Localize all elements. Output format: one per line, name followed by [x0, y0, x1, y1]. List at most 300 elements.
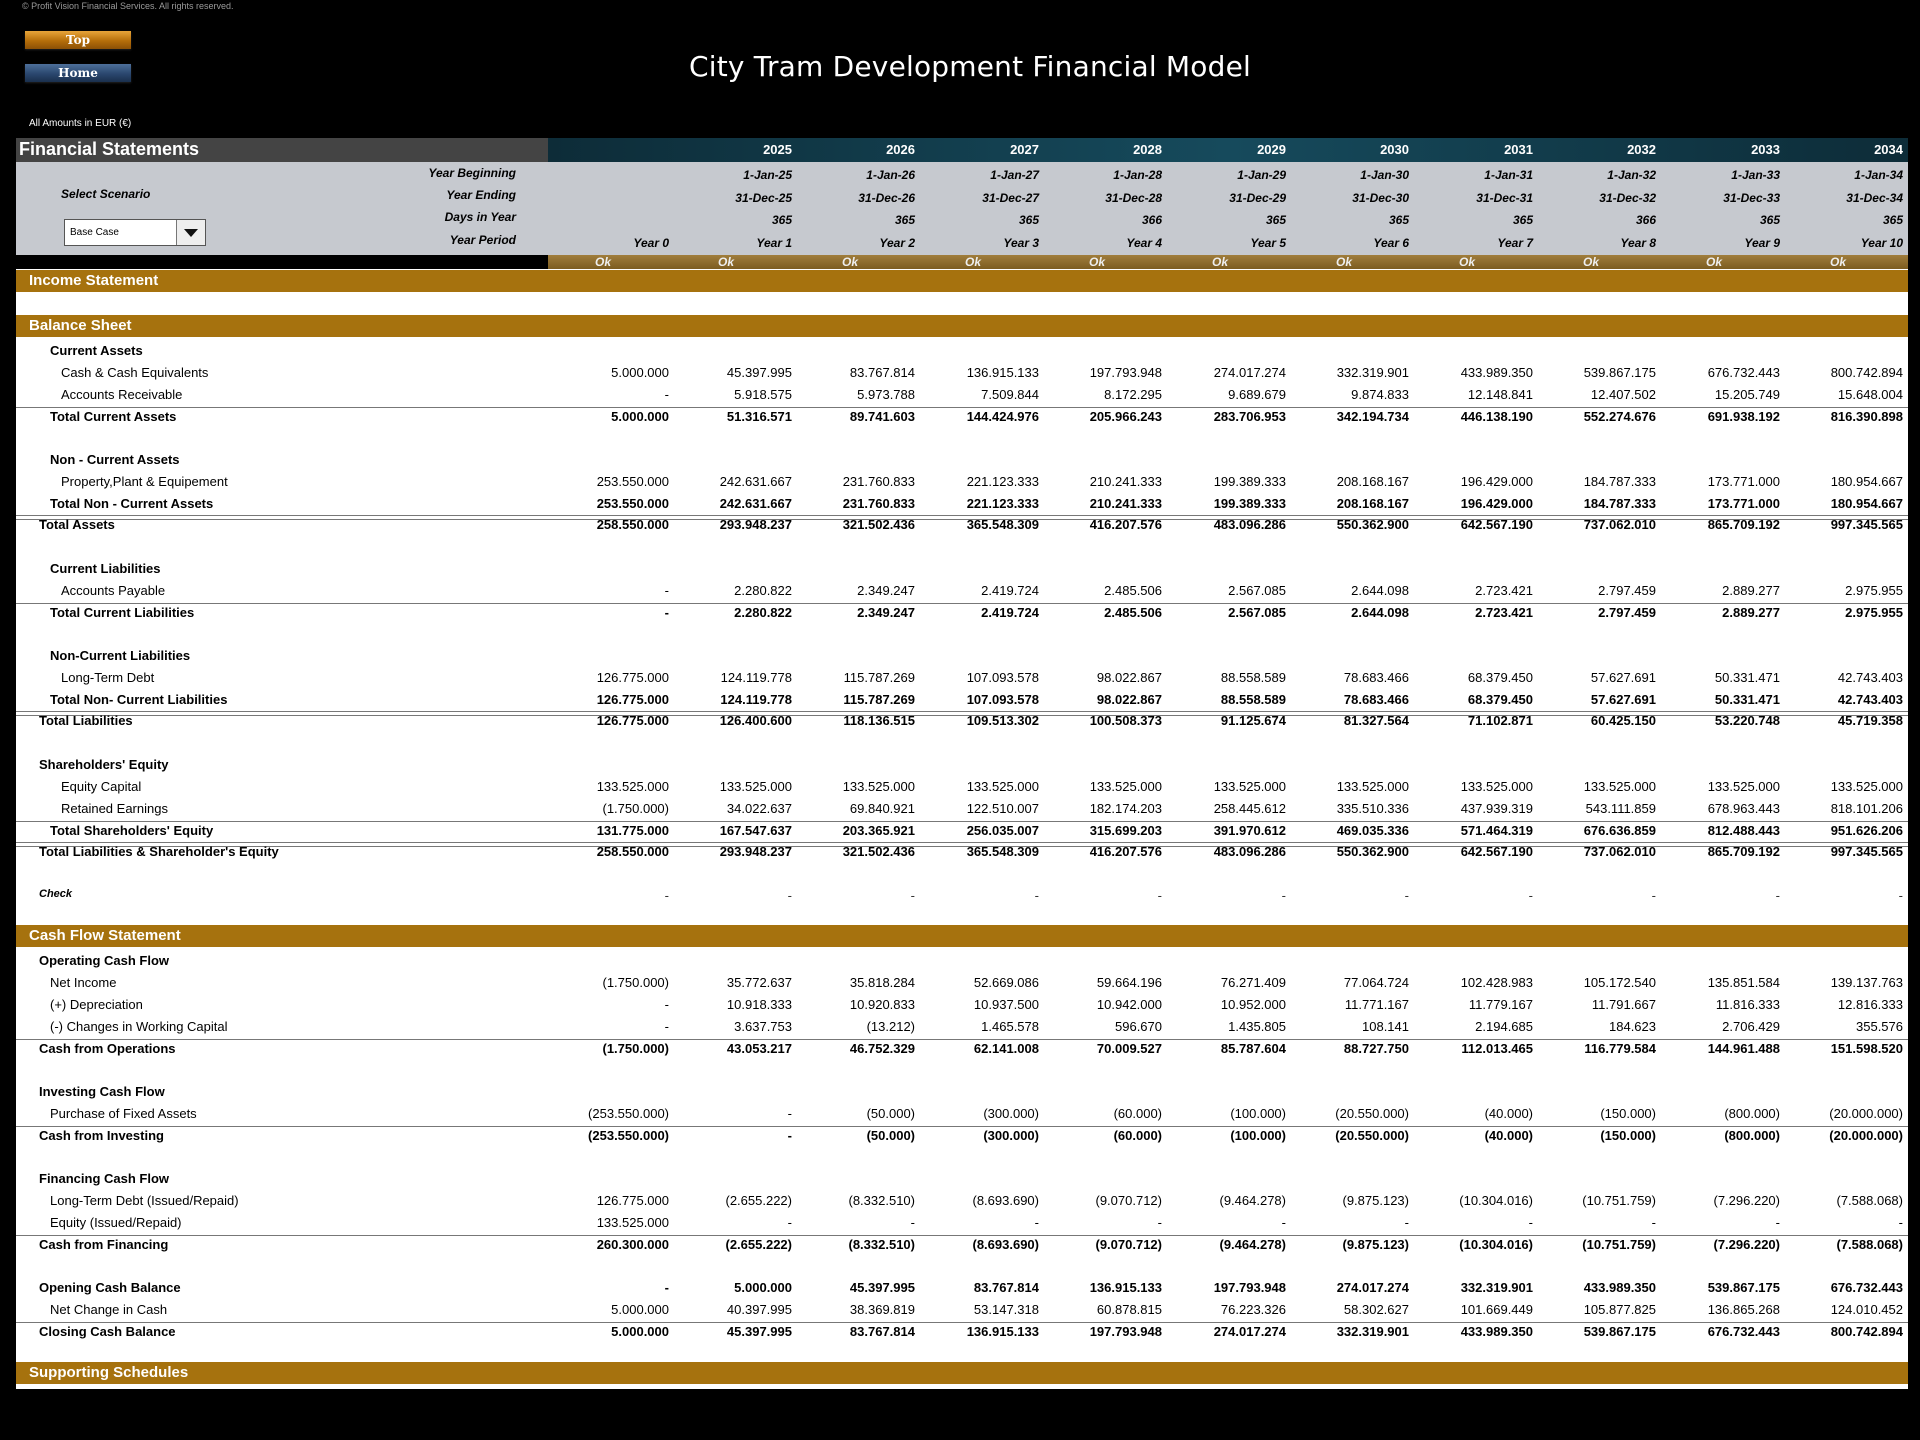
- table-cell: -: [787, 1106, 792, 1121]
- table-row: [0, 1084, 1920, 1104]
- table-cell: 11.779.167: [1468, 997, 1533, 1012]
- table-row: [0, 474, 1920, 494]
- table-cell: 45.397.995: [726, 1324, 792, 1339]
- table-cell: 133.525.000: [1583, 779, 1656, 794]
- table-cell: 203.365.921: [842, 823, 915, 838]
- table-cell: 9.689.679: [1228, 387, 1286, 402]
- table-cell: (2.655.222): [725, 1193, 792, 1208]
- table-cell: 118.136.515: [843, 713, 915, 728]
- table-cell: 335.510.336: [1336, 801, 1409, 816]
- table-cell: 543.111.859: [1585, 801, 1656, 816]
- table-cell: 5.000.000: [611, 409, 669, 424]
- year-beginning-cell: 1-Jan-25: [743, 168, 792, 182]
- table-cell: (60.000): [1113, 1106, 1162, 1121]
- table-cell: -: [787, 1215, 792, 1230]
- table-cell: 133.525.000: [719, 779, 792, 794]
- days-in-year-cell: 366: [1141, 213, 1162, 227]
- year-header-2028: 2028: [1133, 142, 1162, 157]
- row-label: Accounts Payable: [61, 583, 166, 598]
- year-header-2027: 2027: [1010, 142, 1039, 157]
- table-cell: 133.525.000: [596, 779, 669, 794]
- year-ending-cell: 31-Dec-32: [1599, 191, 1656, 205]
- table-cell: 34.022.637: [726, 801, 792, 816]
- balance-check-ok: Ok: [1336, 255, 1353, 269]
- supporting-schedules-title: Supporting Schedules: [29, 1364, 189, 1381]
- table-cell: 131.775.000: [596, 823, 669, 838]
- table-cell: -: [1651, 888, 1656, 903]
- table-cell: 196.429.000: [1460, 496, 1533, 511]
- table-row: [0, 452, 1920, 472]
- scenario-dropdown[interactable]: [64, 219, 206, 246]
- table-cell: 231.760.833: [842, 474, 915, 489]
- table-cell: 126.775.000: [596, 1193, 669, 1208]
- table-cell: 78.683.466: [1343, 670, 1409, 685]
- row-label: Net Income: [50, 975, 117, 990]
- row-label: Closing Cash Balance: [39, 1324, 176, 1339]
- table-cell: 539.867.175: [1583, 1324, 1656, 1339]
- table-cell: 258.550.000: [596, 517, 669, 532]
- row-label: Long-Term Debt (Issued/Repaid): [50, 1193, 239, 1208]
- row-divider: [16, 603, 1908, 604]
- year-ending-cell: 31-Dec-27: [982, 191, 1039, 205]
- balance-check-ok: Ok: [1583, 255, 1600, 269]
- table-cell: 45.719.358: [1837, 713, 1903, 728]
- table-cell: 112.013.465: [1461, 1041, 1533, 1056]
- row-label: Equity Capital: [61, 779, 142, 794]
- table-cell: 10.918.333: [726, 997, 792, 1012]
- table-cell: (20.000.000): [1829, 1128, 1903, 1143]
- table-cell: 221.123.333: [966, 496, 1039, 511]
- table-cell: 2.889.277: [1722, 605, 1780, 620]
- supporting-schedules-bar[interactable]: [16, 1362, 1908, 1384]
- year-ending-cell: 31-Dec-28: [1105, 191, 1162, 205]
- row-label: Financing Cash Flow: [39, 1171, 170, 1186]
- table-row: [0, 1041, 1920, 1061]
- table-cell: 133.525.000: [1460, 779, 1533, 794]
- table-row: [0, 1302, 1920, 1322]
- table-cell: 433.989.350: [1460, 1324, 1533, 1339]
- table-cell: 691.938.192: [1707, 409, 1780, 424]
- year-period-cell: Year 4: [1126, 236, 1162, 250]
- chevron-down-icon[interactable]: [176, 220, 205, 245]
- row-label: Non-Current Liabilities: [50, 648, 191, 663]
- year-beginning-cell: 1-Jan-27: [990, 168, 1039, 182]
- year-period-cell: Year 9: [1744, 236, 1780, 250]
- table-cell: 1.435.805: [1228, 1019, 1286, 1034]
- year-header-2032: 2032: [1627, 142, 1656, 157]
- table-cell: 997.345.565: [1830, 517, 1903, 532]
- table-row: [0, 1171, 1920, 1191]
- table-cell: -: [1034, 888, 1039, 903]
- table-cell: 253.550.000: [596, 496, 669, 511]
- table-cell: 108.141: [1362, 1019, 1409, 1034]
- table-cell: 332.319.901: [1336, 1324, 1409, 1339]
- days-in-year-cell: 365: [894, 213, 915, 227]
- table-cell: 737.062.010: [1583, 517, 1656, 532]
- year-beginning-cell: 1-Jan-26: [866, 168, 915, 182]
- table-cell: 8.172.295: [1104, 387, 1162, 402]
- table-cell: 116.779.584: [1584, 1041, 1656, 1056]
- table-row: [0, 823, 1920, 843]
- table-cell: (9.464.278): [1219, 1193, 1286, 1208]
- table-row: [0, 409, 1920, 429]
- table-cell: 332.319.901: [1460, 1280, 1533, 1295]
- table-cell: -: [1404, 1215, 1409, 1230]
- row-divider: [16, 821, 1908, 822]
- year-ending-cell: 31-Dec-26: [858, 191, 915, 205]
- copyright-notice: © Profit Vision Financial Services. All rights reserved.: [22, 1, 234, 11]
- row-label: Total Shareholders' Equity: [50, 823, 214, 838]
- table-cell: 126.775.000: [596, 692, 669, 707]
- table-cell: 2.567.085: [1228, 583, 1286, 598]
- table-cell: -: [1034, 1215, 1039, 1230]
- table-cell: 50.331.471: [1714, 670, 1780, 685]
- table-cell: -: [1528, 888, 1533, 903]
- table-cell: 816.390.898: [1830, 409, 1903, 424]
- table-cell: 105.172.540: [1583, 975, 1656, 990]
- days-in-year-cell: 365: [1388, 213, 1409, 227]
- table-cell: 321.502.436: [842, 844, 915, 859]
- table-cell: (1.750.000): [602, 975, 669, 990]
- table-cell: (253.550.000): [588, 1128, 669, 1143]
- table-cell: -: [1157, 888, 1162, 903]
- table-cell: 81.327.564: [1343, 713, 1409, 728]
- table-cell: -: [787, 888, 792, 903]
- table-cell: (10.751.759): [1582, 1193, 1656, 1208]
- balance-sheet-bar[interactable]: [16, 315, 1908, 337]
- table-cell: 53.147.318: [973, 1302, 1039, 1317]
- row-label: Cash from Operations: [39, 1041, 176, 1056]
- table-cell: 550.362.900: [1336, 844, 1409, 859]
- year-ending-cell: 31-Dec-29: [1229, 191, 1286, 205]
- table-cell: 122.510.007: [966, 801, 1039, 816]
- table-cell: 5.000.000: [611, 365, 669, 380]
- table-cell: 133.525.000: [1707, 779, 1780, 794]
- table-cell: 124.119.778: [720, 670, 792, 685]
- home-button[interactable]: Home: [25, 64, 131, 82]
- income-statement-title: Income Statement: [29, 272, 159, 289]
- table-cell: 45.397.995: [849, 1280, 915, 1295]
- table-cell: 552.274.676: [1583, 409, 1656, 424]
- row-label: Total Non - Current Assets: [50, 496, 214, 511]
- table-cell: 2.419.724: [981, 605, 1039, 620]
- table-cell: 274.017.274: [1336, 1280, 1409, 1295]
- table-cell: 10.937.500: [973, 997, 1039, 1012]
- table-cell: 2.975.955: [1845, 583, 1903, 598]
- row-label: Current Assets: [50, 343, 143, 358]
- row-label: Check: [39, 888, 73, 900]
- table-cell: 42.743.403: [1837, 692, 1903, 707]
- table-cell: 60.425.150: [1590, 713, 1656, 728]
- table-cell: (150.000): [1600, 1128, 1656, 1143]
- table-cell: (8.693.690): [972, 1193, 1039, 1208]
- table-cell: 2.723.421: [1475, 605, 1533, 620]
- table-cell: 107.093.578: [966, 670, 1039, 685]
- table-cell: 208.168.167: [1336, 496, 1409, 511]
- table-cell: (300.000): [983, 1106, 1039, 1121]
- table-cell: 89.741.603: [849, 409, 915, 424]
- row-label: Accounts Receivable: [61, 387, 183, 402]
- table-cell: 173.771.000: [1707, 474, 1780, 489]
- year-ending-cell: 31-Dec-31: [1476, 191, 1533, 205]
- table-cell: 60.878.815: [1096, 1302, 1162, 1317]
- table-cell: 102.428.983: [1460, 975, 1533, 990]
- table-cell: 2.280.822: [734, 605, 792, 620]
- table-cell: 642.567.190: [1460, 517, 1533, 532]
- table-row: [0, 605, 1920, 625]
- table-row: [0, 975, 1920, 995]
- year-period-cell: Year 6: [1373, 236, 1409, 250]
- balance-check-ok: Ok: [1459, 255, 1476, 269]
- table-cell: (2.655.222): [725, 1237, 792, 1252]
- table-cell: 11.791.667: [1591, 997, 1656, 1012]
- table-cell: 5.973.788: [857, 387, 915, 402]
- table-cell: -: [664, 997, 669, 1012]
- table-cell: 812.488.443: [1707, 823, 1780, 838]
- table-cell: 5.000.000: [611, 1324, 669, 1339]
- year-beginning-cell: 1-Jan-29: [1237, 168, 1286, 182]
- table-cell: 35.818.284: [849, 975, 915, 990]
- table-cell: 274.017.274: [1213, 365, 1286, 380]
- year-header-2029: 2029: [1257, 142, 1286, 157]
- table-row: [0, 888, 1920, 908]
- table-cell: 98.022.867: [1096, 692, 1162, 707]
- table-cell: 737.062.010: [1583, 844, 1656, 859]
- table-cell: 109.513.302: [966, 713, 1039, 728]
- table-cell: 342.194.734: [1336, 409, 1409, 424]
- table-cell: 365.548.309: [966, 844, 1039, 859]
- table-cell: 126.775.000: [596, 713, 669, 728]
- table-row: [0, 1237, 1920, 1257]
- table-cell: 539.867.175: [1707, 1280, 1780, 1295]
- table-cell: 133.525.000: [1213, 779, 1286, 794]
- table-cell: (40.000): [1484, 1128, 1533, 1143]
- table-cell: 416.207.576: [1089, 517, 1162, 532]
- table-cell: 180.954.667: [1830, 474, 1903, 489]
- row-label: (+) Depreciation: [50, 997, 143, 1012]
- days-in-year-cell: 365: [1759, 213, 1780, 227]
- table-cell: 98.022.867: [1096, 670, 1162, 685]
- table-cell: (9.875.123): [1342, 1193, 1409, 1208]
- table-row: [0, 713, 1920, 733]
- table-cell: 62.141.008: [973, 1041, 1039, 1056]
- table-cell: 126.775.000: [596, 670, 669, 685]
- year-ending-label: Year Ending: [446, 188, 516, 202]
- table-cell: 136.865.268: [1707, 1302, 1780, 1317]
- table-cell: 365.548.309: [966, 517, 1039, 532]
- balance-check-ok: Ok: [965, 255, 982, 269]
- table-cell: -: [1528, 1215, 1533, 1230]
- table-cell: 184.787.333: [1583, 496, 1656, 511]
- table-cell: 210.241.333: [1089, 474, 1162, 489]
- table-cell: 184.787.333: [1583, 474, 1656, 489]
- table-row: [0, 1106, 1920, 1126]
- year-header-2026: 2026: [886, 142, 915, 157]
- table-cell: 676.636.859: [1583, 823, 1656, 838]
- table-cell: (9.875.123): [1342, 1237, 1409, 1252]
- days-in-year-cell: 366: [1635, 213, 1656, 227]
- table-cell: 12.148.841: [1467, 387, 1533, 402]
- table-cell: 15.648.004: [1837, 387, 1903, 402]
- table-cell: 242.631.667: [719, 474, 792, 489]
- table-cell: -: [910, 1215, 915, 1230]
- row-label: Total Liabilities: [39, 713, 133, 728]
- table-cell: 197.793.948: [1213, 1280, 1286, 1295]
- table-cell: 78.683.466: [1343, 692, 1409, 707]
- table-cell: 469.035.336: [1336, 823, 1409, 838]
- table-cell: (1.750.000): [602, 1041, 669, 1056]
- year-header-2033: 2033: [1751, 142, 1780, 157]
- table-cell: 85.787.604: [1220, 1041, 1286, 1056]
- table-cell: 45.397.995: [726, 365, 792, 380]
- year-header-2030: 2030: [1380, 142, 1409, 157]
- table-cell: 2.194.685: [1475, 1019, 1533, 1034]
- table-cell: 88.727.750: [1343, 1041, 1409, 1056]
- table-row: [0, 997, 1920, 1017]
- row-label: Property,Plant & Equipement: [61, 474, 228, 489]
- table-cell: (7.296.220): [1713, 1193, 1780, 1208]
- table-cell: 133.525.000: [596, 1215, 669, 1230]
- table-cell: 258.550.000: [596, 844, 669, 859]
- table-cell: 11.816.333: [1715, 997, 1780, 1012]
- table-cell: 355.576: [1856, 1019, 1903, 1034]
- table-cell: (9.070.712): [1095, 1237, 1162, 1252]
- table-cell: 865.709.192: [1707, 517, 1780, 532]
- table-row: [0, 343, 1920, 363]
- table-cell: (100.000): [1230, 1106, 1286, 1121]
- income-statement-bar[interactable]: [16, 270, 1908, 292]
- table-cell: (40.000): [1484, 1106, 1533, 1121]
- table-cell: 51.316.571: [726, 409, 792, 424]
- year-beginning-cell: 1-Jan-34: [1854, 168, 1903, 182]
- table-cell: 678.963.443: [1707, 801, 1780, 816]
- table-row: [0, 496, 1920, 516]
- table-cell: 550.362.900: [1336, 517, 1409, 532]
- table-cell: 210.241.333: [1089, 496, 1162, 511]
- table-cell: -: [910, 888, 915, 903]
- table-cell: (7.296.220): [1713, 1237, 1780, 1252]
- table-cell: (20.550.000): [1335, 1128, 1409, 1143]
- table-cell: 2.485.506: [1104, 583, 1162, 598]
- row-label: Shareholders' Equity: [39, 757, 169, 772]
- balance-check-ok: Ok: [595, 255, 612, 269]
- table-cell: 208.168.167: [1336, 474, 1409, 489]
- table-cell: (10.304.016): [1459, 1193, 1533, 1208]
- table-cell: (800.000): [1724, 1128, 1780, 1143]
- table-cell: 676.732.443: [1707, 365, 1780, 380]
- table-cell: 173.771.000: [1707, 496, 1780, 511]
- table-cell: 539.867.175: [1583, 365, 1656, 380]
- table-cell: 136.915.133: [1089, 1280, 1162, 1295]
- table-cell: 144.424.976: [966, 409, 1039, 424]
- table-cell: 2.349.247: [857, 605, 915, 620]
- days-in-year-cell: 365: [1018, 213, 1039, 227]
- table-cell: (150.000): [1600, 1106, 1656, 1121]
- table-cell: 133.525.000: [1089, 779, 1162, 794]
- table-cell: 133.525.000: [966, 779, 1039, 794]
- table-row: [0, 387, 1920, 407]
- table-cell: 483.096.286: [1213, 844, 1286, 859]
- row-label: (-) Changes in Working Capital: [50, 1019, 228, 1034]
- table-cell: 2.567.085: [1228, 605, 1286, 620]
- financial-statements-title: Financial Statements: [19, 139, 200, 159]
- days-in-year-label: Days in Year: [444, 210, 516, 224]
- row-divider: [16, 1039, 1908, 1040]
- table-cell: 258.445.612: [1213, 801, 1286, 816]
- table-cell: 91.125.674: [1220, 713, 1286, 728]
- table-cell: 260.300.000: [596, 1237, 669, 1252]
- table-cell: 38.369.819: [849, 1302, 915, 1317]
- table-cell: 101.669.449: [1460, 1302, 1533, 1317]
- table-cell: 2.706.429: [1722, 1019, 1780, 1034]
- table-row: [0, 779, 1920, 799]
- table-cell: 107.093.578: [966, 692, 1039, 707]
- year-ending-cell: 31-Dec-33: [1723, 191, 1780, 205]
- row-label: Total Assets: [39, 517, 115, 532]
- balance-check-ok: Ok: [1089, 255, 1106, 269]
- table-cell: (8.693.690): [972, 1237, 1039, 1252]
- table-cell: 2.644.098: [1351, 583, 1409, 598]
- cash-flow-statement-bar[interactable]: [16, 925, 1908, 947]
- table-cell: 50.331.471: [1714, 692, 1780, 707]
- table-cell: 10.952.000: [1220, 997, 1286, 1012]
- row-label: Investing Cash Flow: [39, 1084, 165, 1099]
- table-cell: 2.644.098: [1351, 605, 1409, 620]
- table-cell: -: [664, 605, 669, 620]
- year-period-cell: Year 1: [756, 236, 792, 250]
- table-cell: -: [664, 1280, 669, 1295]
- balance-check-ok: Ok: [1706, 255, 1723, 269]
- table-cell: 133.525.000: [1830, 779, 1903, 794]
- row-label: Cash from Financing: [39, 1237, 169, 1252]
- table-cell: 293.948.237: [719, 844, 792, 859]
- table-cell: 83.767.814: [849, 365, 915, 380]
- table-cell: 126.400.600: [719, 713, 792, 728]
- balance-check-ok: Ok: [1212, 255, 1229, 269]
- year-beginning-cell: 1-Jan-32: [1607, 168, 1656, 182]
- table-cell: 77.064.724: [1343, 975, 1409, 990]
- table-cell: 124.010.452: [1830, 1302, 1903, 1317]
- table-cell: -: [1281, 1215, 1286, 1230]
- table-cell: 68.379.450: [1467, 692, 1533, 707]
- top-button[interactable]: Top: [25, 31, 131, 49]
- table-cell: 231.760.833: [842, 496, 915, 511]
- table-cell: -: [1898, 888, 1903, 903]
- row-label: Opening Cash Balance: [39, 1280, 181, 1295]
- table-row: [0, 1019, 1920, 1039]
- table-cell: (10.304.016): [1459, 1237, 1533, 1252]
- year-ending-cell: 31-Dec-25: [735, 191, 792, 205]
- table-cell: 242.631.667: [719, 496, 792, 511]
- row-label: Non - Current Assets: [50, 452, 180, 467]
- table-cell: 58.302.627: [1343, 1302, 1409, 1317]
- table-cell: (1.750.000): [602, 801, 669, 816]
- cash-flow-statement-title: Cash Flow Statement: [29, 927, 181, 944]
- table-cell: 46.752.329: [849, 1041, 915, 1056]
- table-cell: 7.509.844: [981, 387, 1039, 402]
- days-in-year-cell: 365: [771, 213, 792, 227]
- table-cell: 2.349.247: [857, 583, 915, 598]
- table-cell: 133.525.000: [842, 779, 915, 794]
- row-label: Purchase of Fixed Assets: [50, 1106, 197, 1121]
- table-cell: 100.508.373: [1089, 713, 1162, 728]
- year-ending-cell: 31-Dec-30: [1352, 191, 1409, 205]
- table-cell: 151.598.520: [1830, 1041, 1903, 1056]
- table-cell: 2.485.506: [1104, 605, 1162, 620]
- table-cell: 196.429.000: [1460, 474, 1533, 489]
- table-row: [0, 365, 1920, 385]
- table-cell: (8.332.510): [848, 1193, 915, 1208]
